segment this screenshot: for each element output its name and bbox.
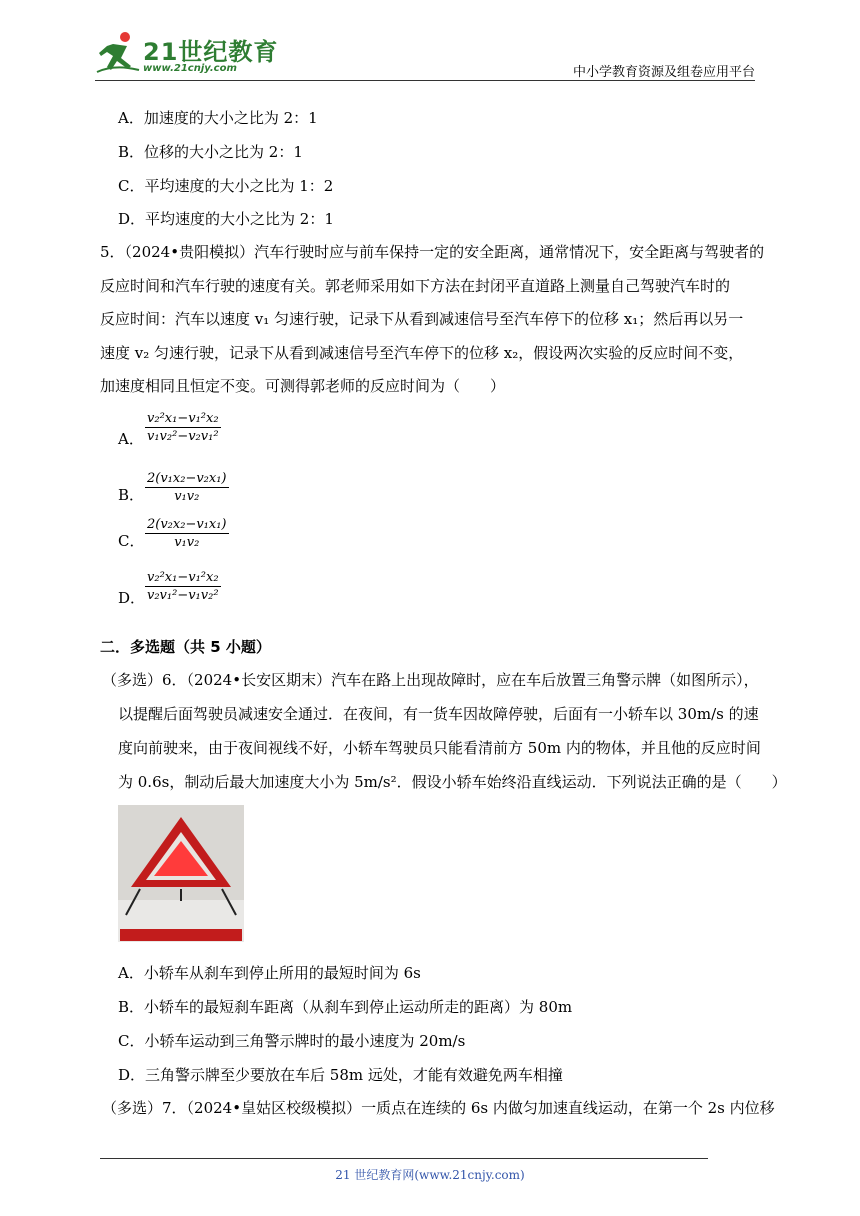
- warning-triangle-icon: [118, 805, 244, 942]
- header-divider: [95, 80, 755, 81]
- q6-option-b: B．小轿车的最短刹车距离（从刹车到停止运动所走的距离）为 80m: [118, 998, 573, 1016]
- q4-option-b: B．位移的大小之比为 2：1: [118, 143, 303, 161]
- q4-option-a: A．加速度的大小之比为 2：1: [118, 109, 318, 127]
- q5-stem-line5: 加速度相同且恒定不变。可测得郭老师的反应时间为（ ）: [100, 377, 506, 395]
- q5-stem-line2: 反应时间和汽车行驶的速度有关。郭老师采用如下方法在封闭平直道路上测量自己驾驶汽车时的: [100, 277, 731, 295]
- q5-stem-line3: 反应时间：汽车以速度 v₁ 匀速行驶，记录下从看到减速信号至汽车停下的位移 x₁；然后再以另一: [100, 310, 744, 328]
- q5-stem-line1: 5．（2024•贵阳模拟）汽车行驶时应与前车保持一定的安全距离，通常情况下，安全距离与驾驶者的: [100, 243, 765, 261]
- q6-option-c: C．小轿车运动到三角警示牌时的最小速度为 20m/s: [118, 1032, 466, 1050]
- runner-icon: [95, 30, 141, 76]
- fraction-numerator: v₂²x₁−v₁²x₂: [145, 570, 221, 587]
- q5-stem-line4: 速度 v₂ 匀速行驶，记录下从看到减速信号至汽车停下的位移 x₂，假设两次实验的反应时间不变，: [100, 344, 744, 362]
- q6-stem-line3: 度向前驶来，由于夜间视线不好，小轿车驾驶员只能看清前方 50m 内的物体，并且他的反应时间: [118, 739, 761, 757]
- fraction-denominator: v₁v₂: [174, 535, 200, 550]
- fraction-denominator: v₂v₁²−v₁v₂²: [147, 588, 219, 603]
- footer-divider: [100, 1158, 708, 1159]
- q5-option-a-fraction: [145, 411, 221, 444]
- fraction-numerator: v₂²x₁−v₁²x₂: [145, 411, 221, 428]
- q4-option-c: C．平均速度的大小之比为 1：2: [118, 177, 334, 195]
- q7-stem-line1: （多选）7．（2024•皇姑区校级模拟）一质点在连续的 6s 内做匀加速直线运动，在第一个 2s 内位移: [102, 1099, 775, 1117]
- q6-option-a: A．小轿车从刹车到停止所用的最短时间为 6s: [118, 964, 421, 982]
- logo-text: 21世纪教育: [143, 38, 279, 66]
- logo: [95, 30, 279, 80]
- q5-option-d-fraction: [145, 570, 221, 603]
- q5-option-c-fraction: [145, 517, 229, 550]
- fraction-numerator: 2(v₁x₂−v₂x₁): [147, 471, 227, 486]
- q5-option-c-label: C．: [118, 532, 145, 550]
- footer-text: 21 世纪教育网(www.21cnjy.com): [335, 1168, 525, 1182]
- q6-stem-line4: 为 0.6s，制动后最大加速度大小为 5m/s²．假设小轿车始终沿直线运动．下列说法正确的是（ ）: [118, 773, 787, 791]
- q6-stem-line2: 以提醒后面驾驶员减速安全通过．在夜间，有一货车因故障停驶，后面有一小轿车以 30m/s 的速: [118, 705, 759, 723]
- q5-option-a-label: A．: [118, 430, 144, 448]
- q5-option-d-label: D．: [118, 589, 146, 607]
- logo-url: www.21cnjy.com: [143, 63, 237, 74]
- fraction-denominator: v₁v₂²−v₂v₁²: [147, 429, 219, 444]
- q6-stem-line1: （多选）6．（2024•长安区期末）汽车在路上出现故障时，应在车后放置三角警示牌（如图所示），: [102, 671, 759, 689]
- header-tagline: 中小学教育资源及组卷应用平台: [572, 65, 755, 80]
- q5-option-b-fraction: [145, 471, 229, 504]
- fraction-denominator: v₁v₂: [174, 489, 200, 504]
- warning-triangle-photo: [118, 805, 244, 942]
- q6-option-d: D．三角警示牌至少要放在车后 58m 远处，才能有效避免两车相撞: [118, 1066, 563, 1084]
- section-heading: 二．多选题（共 5 小题）: [100, 638, 271, 656]
- q4-option-d: D．平均速度的大小之比为 2：1: [118, 210, 334, 228]
- q5-option-b-label: B．: [118, 486, 145, 504]
- fraction-numerator: 2(v₂x₂−v₁x₁): [147, 517, 227, 532]
